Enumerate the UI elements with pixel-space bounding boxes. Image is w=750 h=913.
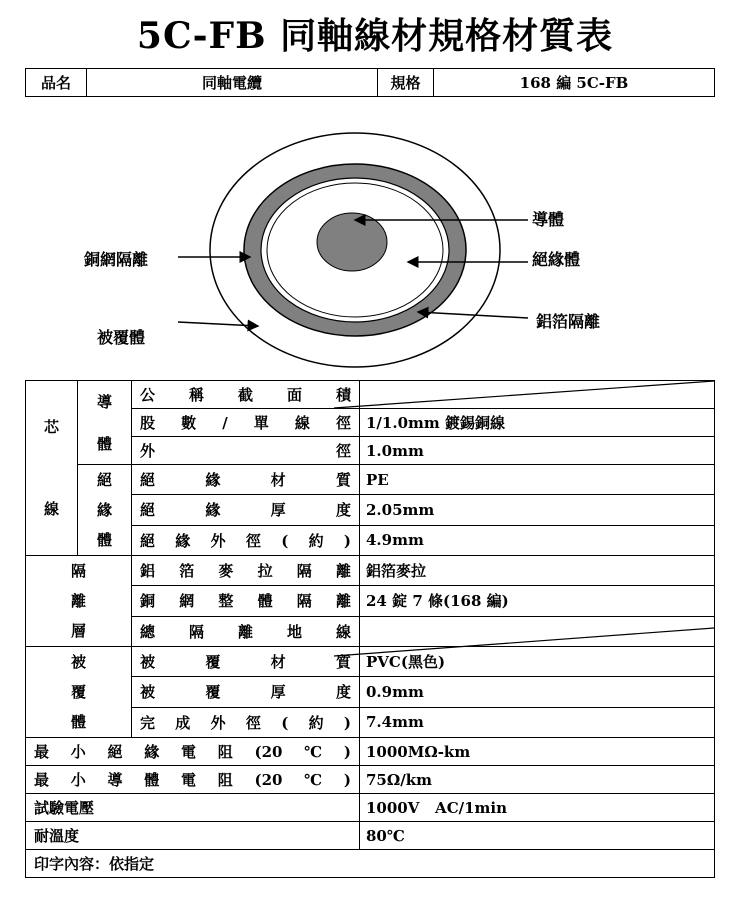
- value-foil: 鋁箔麥拉: [360, 556, 715, 586]
- value-drain: [360, 616, 715, 646]
- conductor-group-top: 導: [96, 392, 112, 411]
- label-nominal-area: 公稱截面積: [132, 381, 360, 409]
- label-temp-rating: 耐溫度: [26, 822, 360, 850]
- shield-group-1: 隔: [70, 562, 86, 580]
- insulation-label: 絕緣體: [532, 250, 581, 269]
- jacket-group-cell: [26, 647, 132, 738]
- label-outer-dia: 外徑: [132, 437, 360, 465]
- value-finish-od: 7.4mm: [360, 707, 715, 737]
- value-ins-material: PE: [360, 465, 715, 495]
- label-finish-od: 完成外徑(約): [132, 707, 360, 737]
- jacket-label: 被覆體: [97, 328, 146, 347]
- value-nominal-area: [360, 381, 715, 409]
- value-min-insulation-res: 1000MΩ-km: [360, 738, 715, 766]
- value-ins-thickness: 2.05mm: [360, 495, 715, 525]
- value-temp-rating: 80℃: [360, 822, 715, 850]
- value-jacket-material: PVC(黑色): [360, 647, 715, 677]
- jacket-group-2: 覆: [70, 683, 86, 701]
- label-braid: 銅網整體隔離: [132, 586, 360, 616]
- value-strands: 1/1.0mm 鍍錫銅線: [360, 409, 715, 437]
- label-test-voltage: 試驗電壓: [26, 794, 360, 822]
- label-ins-thickness: 絕緣厚度: [132, 495, 360, 525]
- value-ins-od: 4.9mm: [360, 525, 715, 555]
- conductor-group-cell: [78, 381, 132, 465]
- shield-group-3: 層: [70, 622, 86, 640]
- value-test-voltage: 1000V AC/1min: [360, 794, 715, 822]
- shield-group-2: 離: [70, 592, 86, 610]
- core-group-cell: [26, 381, 78, 556]
- label-foil: 鋁箔麥拉隔離: [132, 556, 360, 586]
- core-group-top: 芯: [43, 418, 59, 436]
- conductor-label: 導體: [532, 210, 565, 229]
- label-ins-material: 絕緣材質: [132, 465, 360, 495]
- insulation-group-cell: [78, 465, 132, 556]
- label-min-insulation-res: 最小絕緣電阻(20℃): [26, 738, 360, 766]
- conductor-group-bottom: 體: [96, 434, 112, 453]
- foil-shield-label: 鋁箔隔離: [536, 312, 601, 331]
- label-min-conductor-res: 最小導體電阻(20℃): [26, 766, 360, 794]
- name-label: 品名: [26, 69, 87, 97]
- insulation-group-1: 絕: [96, 471, 112, 489]
- name-value: 同軸電纜: [87, 69, 378, 97]
- spec-table: [25, 380, 715, 878]
- label-strands: 股數/單線徑: [132, 409, 360, 437]
- core-group-bottom: 線: [43, 500, 59, 518]
- spec-label: 規格: [378, 69, 434, 97]
- label-drain: 總隔離地線: [132, 616, 360, 646]
- value-outer-dia: 1.0mm: [360, 437, 715, 465]
- jacket-group-3: 體: [70, 713, 86, 731]
- value-braid: 24 錠 7 條(168 編): [360, 586, 715, 616]
- insulation-group-2: 緣: [96, 501, 112, 519]
- printing-content: 印字內容：依指定: [26, 850, 715, 878]
- value-min-conductor-res: 75Ω/km: [360, 766, 715, 794]
- label-jacket-thickness: 被覆厚度: [132, 677, 360, 707]
- label-jacket-material: 被覆材質: [132, 647, 360, 677]
- insulation-group-3: 體: [96, 531, 112, 549]
- label-ins-od: 絕緣外徑(約): [132, 525, 360, 555]
- conductor-core: [317, 213, 387, 271]
- spec-value: 168 編 5C-FB: [434, 69, 715, 97]
- jacket-group-1: 被: [70, 653, 86, 671]
- value-jacket-thickness: 0.9mm: [360, 677, 715, 707]
- shield-group-cell: [26, 556, 132, 647]
- page-title: 5C-FB 同軸線材規格材質表: [136, 15, 614, 57]
- braid-shield-label: 銅網隔離: [84, 250, 149, 269]
